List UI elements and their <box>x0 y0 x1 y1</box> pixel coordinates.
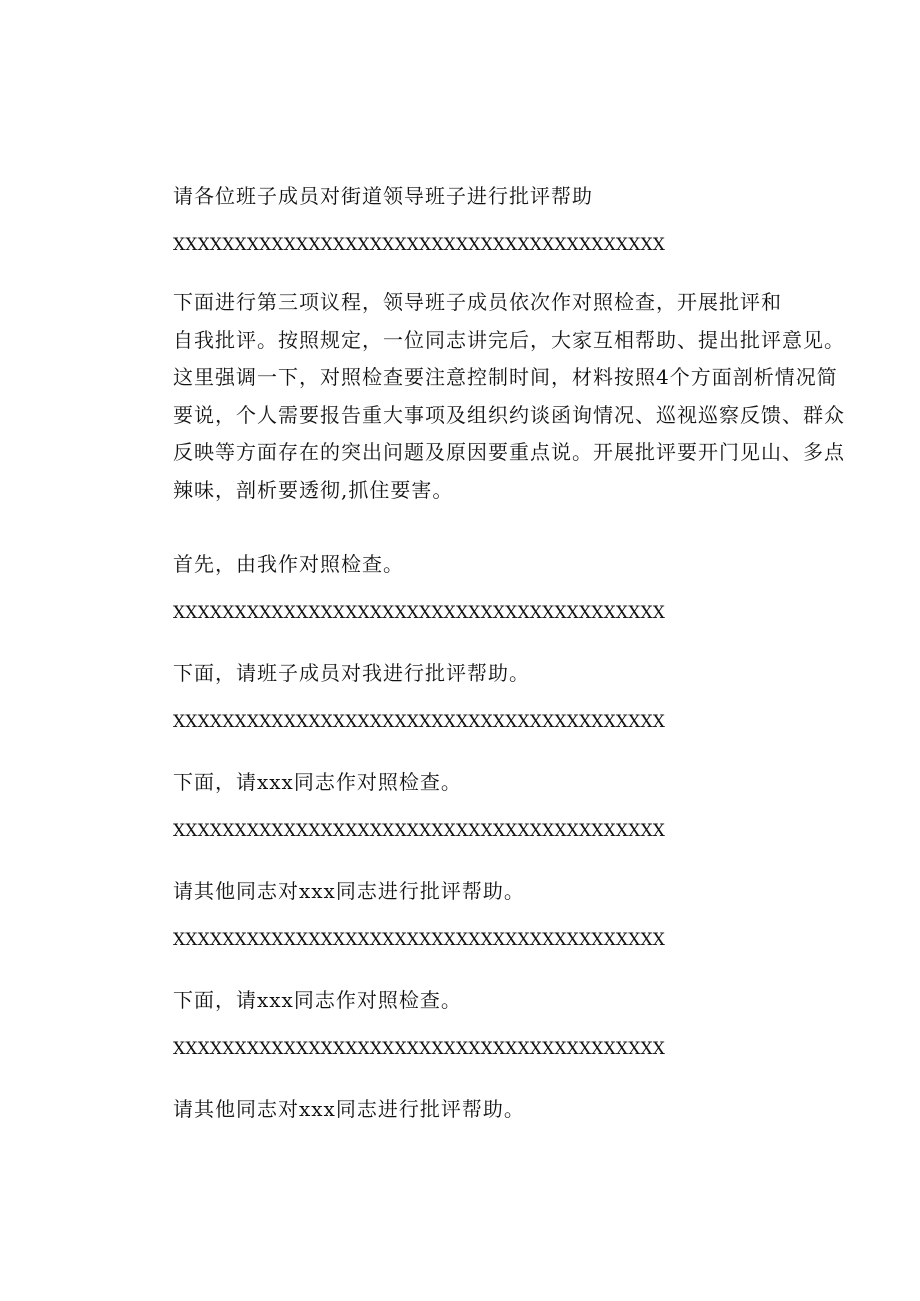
placeholder-line-1: XXXXXXXXXXXXXXXXXXXXXXXXXXXXXXXXXXXXXXXX <box>173 235 666 255</box>
instruction-line-6: 下面，请xxx同志作对照检查。 <box>173 988 462 1012</box>
agenda-paragraph-line: 下面进行第三项议程，领导班子成员依次作对照检查，开展批评和 <box>173 290 782 314</box>
placeholder-line-2: XXXXXXXXXXXXXXXXXXXXXXXXXXXXXXXXXXXXXXXX <box>173 603 666 623</box>
placeholder-line-3: XXXXXXXXXXXXXXXXXXXXXXXXXXXXXXXXXXXXXXXX <box>173 712 666 732</box>
agenda-paragraph <box>173 284 845 510</box>
agenda-paragraph-line: 辣味，剖析要透彻,抓住要害。 <box>173 477 454 502</box>
agenda-paragraph-line: 反映等方面存在的突出问题及原因要重点说。开展批评要开门见山、多点 <box>173 440 845 465</box>
agenda-paragraph-line: 这里强调一下，对照检查要注意控制时间，材料按照4个方面剖析情况简 <box>173 365 838 390</box>
placeholder-line-6: XXXXXXXXXXXXXXXXXXXXXXXXXXXXXXXXXXXXXXXX <box>173 1039 666 1059</box>
instruction-line-7: 请其他同志对xxx同志进行批评帮助。 <box>173 1097 525 1121</box>
placeholder-line-4: XXXXXXXXXXXXXXXXXXXXXXXXXXXXXXXXXXXXXXXX <box>173 821 666 841</box>
instruction-line-1: 请各位班子成员对街道领导班子进行批评帮助 <box>173 184 593 208</box>
instruction-line-5: 请其他同志对xxx同志进行批评帮助。 <box>173 879 525 903</box>
agenda-paragraph-line: 自我批评。按照规定，一位同志讲完后，大家互相帮助、提出批评意见。 <box>173 327 845 352</box>
agenda-paragraph-line: 要说，个人需要报告重大事项及组织约谈函询情况、巡视巡察反馈、群众 <box>173 402 845 427</box>
instruction-line-2: 首先，由我作对照检查。 <box>173 552 404 576</box>
instruction-line-3: 下面，请班子成员对我进行批评帮助。 <box>173 661 530 685</box>
instruction-line-4: 下面，请xxx同志作对照检查。 <box>173 770 462 794</box>
placeholder-line-5: XXXXXXXXXXXXXXXXXXXXXXXXXXXXXXXXXXXXXXXX <box>173 930 666 950</box>
